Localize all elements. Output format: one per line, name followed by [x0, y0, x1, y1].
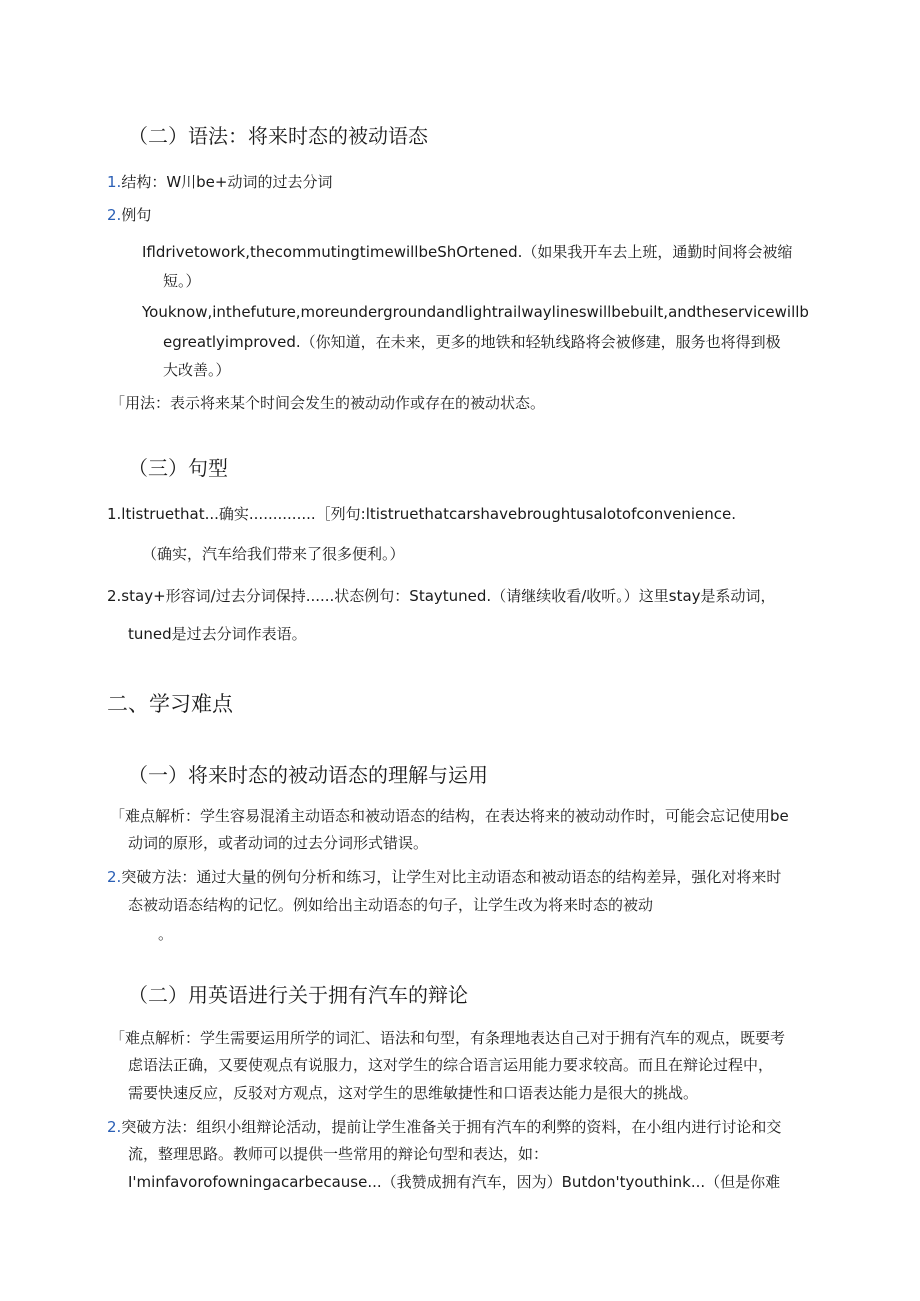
difficulty-sub1-heading: （一）将来时态的被动语态的理解与运用 [128, 763, 488, 787]
sub2-method-line-1 [107, 1116, 781, 1137]
sentence-item-1-line-1: 1.ltistruethat...确实..............［列句:ltistruethatcarshavebroughtusalotofconvenience. [107, 505, 737, 523]
grammar-heading: （二）语法：将来时态的被动语态 [128, 124, 428, 148]
sentence-item-2-line-1: 2.stay+形容词/过去分词保持......状态例句：Staytuned.（请继续收看/收听。）这里stay是系动词， [107, 587, 776, 605]
grammar-item-structure [107, 171, 332, 192]
bracket-mark: 「 [110, 1029, 126, 1047]
example-2-line-1: Youknow,inthefuture,moreundergroundandlightrailwaylineswillbebuilt,andtheservicewillb [142, 303, 809, 321]
sentence-item-2-line-2: tuned是过去分词作表语。 [128, 625, 307, 643]
item-number: 1. [107, 173, 122, 191]
method-text: 突破方法：组织小组辩论活动，提前让学生准备关于拥有汽车的利弊的资料，在小组内进行讨论和交 [121, 1118, 782, 1136]
usage-note [110, 392, 545, 413]
item-number: 2. [107, 206, 122, 224]
grammar-item-examples [107, 204, 151, 225]
sub2-analysis-line-2: 虑语法正确，又要使观点有说服力，这对学生的综合语言运用能力要求较高。而且在辩论过程中， [128, 1056, 774, 1074]
sub2-analysis-line-1 [110, 1027, 785, 1048]
sub1-analysis-line-2: 动词的原形，或者动词的过去分词形式错误。 [128, 834, 429, 852]
sentence-heading: （三）句型 [128, 456, 228, 480]
bracket-mark: 「 [110, 807, 126, 825]
example-1-line-2: 短。） [163, 272, 201, 290]
sub1-method-line-2: 态被动语态结构的记忆。例如给出主动语态的句子，让学生改为将来时态的被动 [128, 896, 654, 914]
item-number: 2. [107, 868, 122, 886]
sub1-analysis-line-1 [110, 805, 789, 826]
bracket-mark: 「 [110, 394, 126, 412]
example-2-line-3: 大改善。） [163, 361, 231, 379]
example-2-line-2: egreatlyimproved.（你知道，在未来，更多的地铁和轻轨线路将会被修建，服务也将得到极 [163, 333, 781, 351]
analysis-text: 难点解析：学生需要运用所学的词汇、语法和句型，有条理地表达自己对于拥有汽车的观点，既要考 [125, 1029, 786, 1047]
item-number: 2. [107, 1118, 122, 1136]
difficulty-sub2-heading: （二）用英语进行关于拥有汽车的辩论 [128, 983, 468, 1007]
sub2-analysis-line-3: 需要快速反应，反驳对方观点，这对学生的思维敏捷性和口语表达能力是很大的挑战。 [128, 1084, 699, 1102]
usage-text: 用法：表示将来某个时间会发生的被动动作或存在的被动状态。 [125, 394, 546, 412]
sub1-method-line-1 [107, 866, 781, 887]
sub2-method-line-2: 流，整理思路。教师可以提供一些常用的辩论句型和表达，如： [128, 1145, 549, 1163]
item-text: 结构：W川be+动词的过去分词 [121, 173, 333, 191]
item-text: 例句 [121, 206, 152, 224]
sentence-item-1-line-2: （确实，汽车给我们带来了很多便利。） [142, 545, 405, 563]
sub2-method-line-3: I'minfavorofowningacarbecause...（我赞成拥有汽车，因为）Butdon'tyouthink...（但是你难 [128, 1173, 781, 1191]
example-1-line-1: Ifldrivetowork,thecommutingtimewillbeShOrtened.（如果我开车去上班，通勤时间将会被缩 [142, 243, 793, 261]
analysis-text: 难点解析：学生容易混淆主动语态和被动语态的结构，在表达将来的被动动作时，可能会忘记使用be [125, 807, 789, 825]
difficulty-heading: 二、学习难点 [107, 692, 233, 716]
sub1-method-line-3: 。 [158, 925, 174, 943]
method-text: 突破方法：通过大量的例句分析和练习，让学生对比主动语态和被动语态的结构差异，强化对将来时 [121, 868, 782, 886]
